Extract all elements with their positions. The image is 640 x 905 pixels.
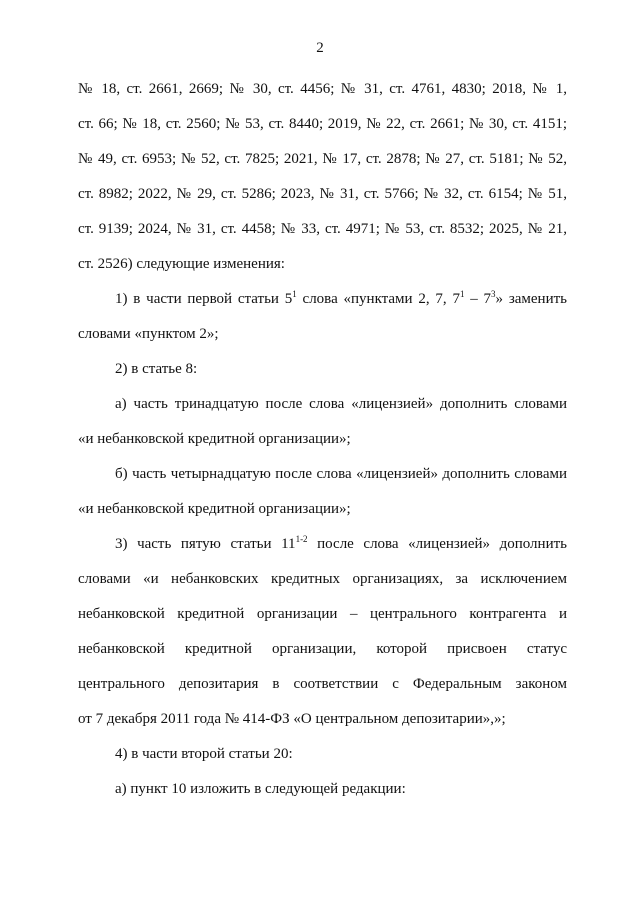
text-line: № 49, ст. 6953; № 52, ст. 7825; 2021, № 17, ст. 2878; № 27, ст. 5181; № 52,	[78, 151, 567, 167]
item-2b-line: б) часть четырнадцатую после слова «лицензией» дополнить словами	[115, 466, 567, 482]
item-2a-line-2: «и небанковской кредитной организации»;	[78, 431, 351, 447]
item-4-heading: 4) в части второй статьи 20:	[115, 746, 293, 762]
item-3-line-3: небанковской кредитной организации – центрального контрагента и	[78, 606, 567, 622]
item-3-line-2: словами «и небанковских кредитных организациях, за исключением	[78, 571, 567, 587]
item-3-line-6: от 7 декабря 2011 года № 414-ФЗ «О центральном депозитарии»,»;	[78, 711, 506, 727]
text-line: ст. 8982; 2022, № 29, ст. 5286; 2023, № 31, ст. 5766; № 32, ст. 6154; № 51,	[78, 186, 567, 202]
item-2-heading: 2) в статье 8:	[115, 361, 198, 377]
text-line: № 18, ст. 2661, 2669; № 30, ст. 4456; № 31, ст. 4761, 4830; 2018, № 1,	[78, 81, 567, 97]
page-number: 2	[316, 40, 324, 56]
item-2b-line-2: «и небанковской кредитной организации»;	[78, 501, 351, 517]
item-4a-line: а) пункт 10 изложить в следующей редакции:	[115, 781, 406, 797]
item-1-line: 1) в части первой статьи $5^1$ слова «пунктами 2, 7, $7^1 - 7^3$» заменить	[115, 289, 568, 307]
item-3-line-5: центрального депозитария в соответствии с Федеральным законом	[78, 676, 567, 692]
item-2a-line: а) часть тринадцатую после слова «лицензией» дополнить словами	[115, 396, 567, 412]
text-line: ст. 2526) следующие изменения:	[78, 256, 285, 272]
text-line: ст. 9139; 2024, № 31, ст. 4458; № 33, ст. 4971; № 53, ст. 8532; 2025, № 21,	[78, 221, 567, 237]
text-line: ст. 66; № 18, ст. 2560; № 53, ст. 8440; 2019, № 22, ст. 2661; № 30, ст. 4151;	[78, 116, 567, 132]
item-3-line-4: небанковской кредитной организации, которой присвоен статус	[78, 641, 567, 657]
item-3-line: 3) часть пятую статьи 11$^{1-2}$ после слова «лицензией» дополнить	[115, 534, 567, 552]
item-1-line-2: словами «пунктом 2»;	[78, 326, 219, 342]
